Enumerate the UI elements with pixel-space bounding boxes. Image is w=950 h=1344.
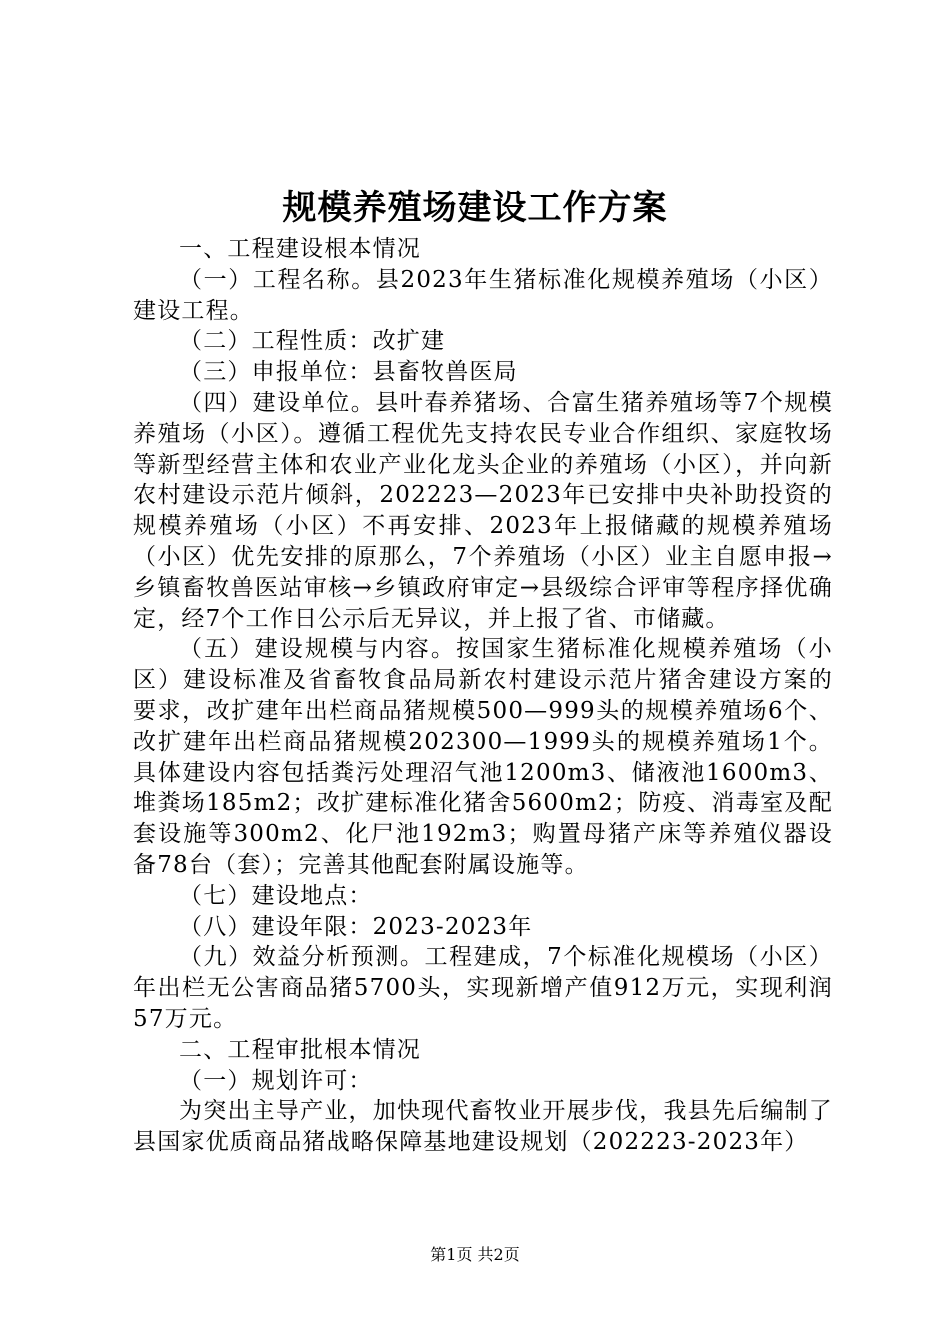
paragraph: （九）效益分析预测。工程建成，7个标准化规模场（小区）年出栏无公害商品猪5700头，实现新增产值912万元，实现利润57万元。 — [133, 944, 833, 1032]
paragraph: （四）建设单位。县叶春养猪场、合富生猪养殖场等7个规模养殖场（小区）。遵循工程优先支持农民专业合作组织、家庭牧场等新型经营主体和农业产业化龙头企业的养殖场（小区），并向新农村建设示范片倾斜，202223—2023年已安排中央补助投资的规模养殖场（小区）不再安排、2023年上报储藏的规模养殖场（小区）优先安排的原那么，7个养殖场（小区）业主自愿申报→乡镇畜牧兽医站审核→乡镇政府审定→县级综合评审等程序择优确定，经7个工作日公示后无异议，并上报了省、市储藏。 — [133, 389, 833, 632]
document-title: 规模养殖场建设工作方案 — [282, 188, 668, 228]
document-body — [133, 234, 833, 1158]
paragraph: 为突出主导产业，加快现代畜牧业开展步伐，我县先后编制了县国家优质商品猪战略保障基地建设规划（202223-2023年） — [133, 1098, 833, 1156]
paragraph: （五）建设规模与内容。按国家生猪标准化规模养殖场（小区）建设标准及省畜牧食品局新农村建设示范片猪舍建设方案的要求，改扩建年出栏商品猪规模500—999头的规模养殖场6个、改扩建年出栏商品猪规模202300—1999头的规模养殖场1个。具体建设内容包括粪污处理沼气池1200m3、储液池1600m3、堆粪场185m2；改扩建标准化猪舍5600m2；防疫、消毒室及配套设施等300m2、化尸池192m3；购置母猪产床等养殖仪器设备78台（套）；完善其他配套附属设施等。 — [133, 636, 833, 878]
paragraph: （三）申报单位：县畜牧兽医局 — [179, 359, 518, 386]
paragraph: （二）工程性质：改扩建 — [179, 328, 446, 355]
paragraph: （七）建设地点： — [179, 882, 373, 909]
section-heading: 二、工程审批根本情况 — [179, 1036, 421, 1063]
section-heading: 一、工程建设根本情况 — [179, 236, 421, 262]
paragraph: （一）工程名称。县2023年生猪标准化规模养殖场（小区）建设工程。 — [133, 266, 833, 324]
paragraph: （一）规划许可： — [179, 1067, 373, 1094]
page-footer: 第1页 共2页 — [430, 1245, 520, 1264]
paragraph: （八）建设年限：2023-2023年 — [179, 913, 533, 940]
